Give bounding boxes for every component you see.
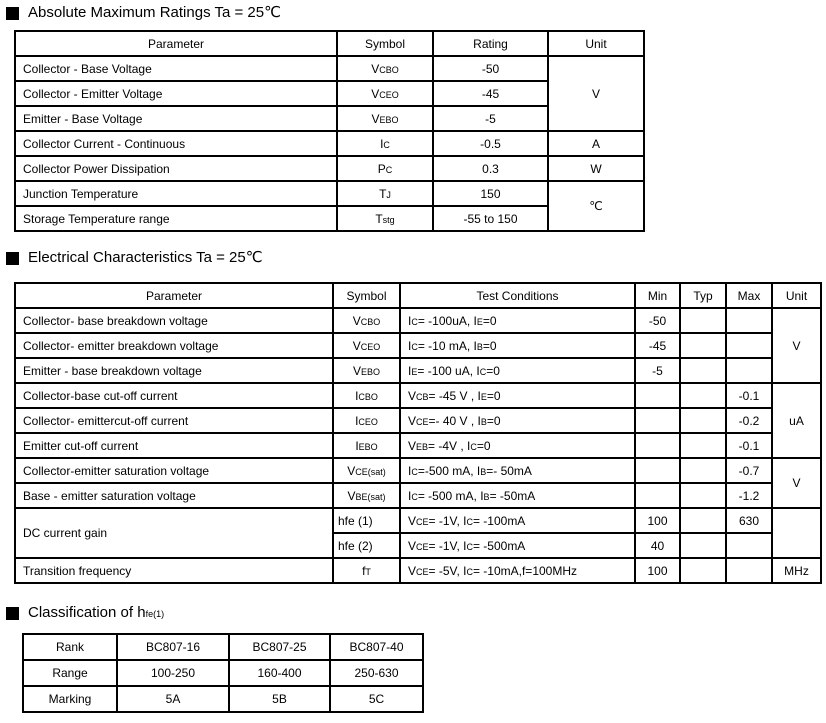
column-header-symbol: Symbol (333, 283, 400, 308)
min-cell: -45 (635, 333, 680, 358)
rank-cell: BC807-25 (229, 634, 330, 660)
symbol-cell: VCE(sat) (333, 458, 400, 483)
rating-cell: 150 (433, 181, 548, 206)
hfe-classification-table (22, 633, 424, 713)
table-row (15, 358, 821, 383)
parameter-cell: Base - emitter saturation voltage (15, 483, 333, 508)
unit-cell-cutoff: uA (772, 383, 821, 458)
table-header-row (15, 31, 644, 56)
marking-cell: 5B (229, 686, 330, 712)
table-row-rank (23, 634, 423, 660)
typ-cell (680, 558, 726, 583)
test-conditions-cell: VCE= -5V, IC= -10mA,f=100MHz (400, 558, 635, 583)
column-header-typ: Typ (680, 283, 726, 308)
max-cell: 630 (726, 508, 772, 533)
table-row-range (23, 660, 423, 686)
section-title-classification-hfe (6, 605, 826, 622)
parameter-cell: Collector-emitter saturation voltage (15, 458, 333, 483)
parameter-cell: Collector - Emitter Voltage (15, 81, 337, 106)
section-bullet-icon (6, 607, 19, 620)
max-cell (726, 533, 772, 558)
table-row (15, 56, 644, 81)
table-row (15, 483, 821, 508)
max-cell: -0.7 (726, 458, 772, 483)
table-row (15, 308, 821, 333)
marking-cell: 5C (330, 686, 423, 712)
parameter-cell: DC current gain (15, 508, 333, 558)
test-conditions-cell: VCE= -1V, IC= -100mA (400, 508, 635, 533)
section-title-text: Absolute Maximum Ratings Ta = 25℃ (28, 4, 281, 21)
table-row (15, 333, 821, 358)
symbol-cell: VCEO (333, 333, 400, 358)
symbol-cell: hfe (2) (333, 533, 400, 558)
symbol-cell: IEBO (333, 433, 400, 458)
max-cell (726, 308, 772, 333)
max-cell: -0.2 (726, 408, 772, 433)
symbol-cell: VEBO (337, 106, 433, 131)
symbol-cell: IC (337, 131, 433, 156)
column-header-parameter: Parameter (15, 31, 337, 56)
column-header-rating: Rating (433, 31, 548, 56)
parameter-cell: Transition frequency (15, 558, 333, 583)
min-cell (635, 383, 680, 408)
rating-cell: -0.5 (433, 131, 548, 156)
unit-cell-current: A (548, 131, 644, 156)
unit-cell-frequency: MHz (772, 558, 821, 583)
typ-cell (680, 483, 726, 508)
range-cell: 250-630 (330, 660, 423, 686)
symbol-cell: TJ (337, 181, 433, 206)
max-cell (726, 333, 772, 358)
typ-cell (680, 358, 726, 383)
test-conditions-cell: IE= -100 uA, IC=0 (400, 358, 635, 383)
section-title-absolute-maximum-ratings (6, 5, 826, 21)
unit-cell-voltage: V (548, 56, 644, 131)
table-row (15, 458, 821, 483)
rating-cell: -45 (433, 81, 548, 106)
column-header-min: Min (635, 283, 680, 308)
typ-cell (680, 408, 726, 433)
min-cell (635, 483, 680, 508)
parameter-cell: Emitter - Base Voltage (15, 106, 337, 131)
table-row (15, 156, 644, 181)
section-bullet-icon (6, 7, 19, 20)
test-conditions-cell: VCB= -45 V , IE=0 (400, 383, 635, 408)
min-cell: 40 (635, 533, 680, 558)
rank-cell: BC807-16 (117, 634, 229, 660)
unit-cell-saturation: V (772, 458, 821, 508)
min-cell: 100 (635, 508, 680, 533)
rating-cell: 0.3 (433, 156, 548, 181)
row-label-marking: Marking (23, 686, 117, 712)
unit-cell-gain (772, 508, 821, 558)
column-header-unit: Unit (772, 283, 821, 308)
section-title-text: Classification of hfe(1) (28, 604, 165, 621)
symbol-cell: VCBO (333, 308, 400, 333)
symbol-cell: VCEO (337, 81, 433, 106)
rating-cell: -5 (433, 106, 548, 131)
typ-cell (680, 533, 726, 558)
parameter-cell: Collector- base breakdown voltage (15, 308, 333, 333)
parameter-cell: Collector- emitter breakdown voltage (15, 333, 333, 358)
max-cell: -1.2 (726, 483, 772, 508)
typ-cell (680, 508, 726, 533)
column-header-symbol: Symbol (337, 31, 433, 56)
range-cell: 100-250 (117, 660, 229, 686)
symbol-cell: hfe (1) (333, 508, 400, 533)
symbol-cell: ICEO (333, 408, 400, 433)
min-cell: -5 (635, 358, 680, 383)
symbol-cell: VEBO (333, 358, 400, 383)
symbol-cell: fT (333, 558, 400, 583)
absolute-maximum-ratings-table (14, 30, 645, 232)
test-conditions-cell: IC= -100uA, IE=0 (400, 308, 635, 333)
min-cell: -50 (635, 308, 680, 333)
unit-cell-breakdown: V (772, 308, 821, 383)
section-bullet-icon (6, 252, 19, 265)
unit-cell-temperature: ℃ (548, 181, 644, 231)
section-title-electrical-characteristics (6, 250, 826, 266)
parameter-cell: Emitter cut-off current (15, 433, 333, 458)
row-label-rank: Rank (23, 634, 117, 660)
range-cell: 160-400 (229, 660, 330, 686)
symbol-cell: ICBO (333, 383, 400, 408)
parameter-cell: Storage Temperature range (15, 206, 337, 231)
max-cell: -0.1 (726, 433, 772, 458)
min-cell: 100 (635, 558, 680, 583)
min-cell (635, 458, 680, 483)
typ-cell (680, 333, 726, 358)
test-conditions-cell: VCE= -1V, IC= -500mA (400, 533, 635, 558)
symbol-cell: PC (337, 156, 433, 181)
table-row-marking (23, 686, 423, 712)
typ-cell (680, 433, 726, 458)
test-conditions-cell: IC= -10 mA, IB=0 (400, 333, 635, 358)
max-cell: -0.1 (726, 383, 772, 408)
symbol-cell: VCBO (337, 56, 433, 81)
table-row (15, 558, 821, 583)
parameter-cell: Collector- emittercut-off current (15, 408, 333, 433)
column-header-test-conditions: Test Conditions (400, 283, 635, 308)
marking-cell: 5A (117, 686, 229, 712)
table-row (15, 433, 821, 458)
column-header-max: Max (726, 283, 772, 308)
parameter-cell: Collector-base cut-off current (15, 383, 333, 408)
symbol-cell: Tstg (337, 206, 433, 231)
unit-cell-power: W (548, 156, 644, 181)
electrical-characteristics-table (14, 282, 822, 584)
test-conditions-cell: IC= -500 mA, IB= -50mA (400, 483, 635, 508)
column-header-parameter: Parameter (15, 283, 333, 308)
parameter-cell: Emitter - base breakdown voltage (15, 358, 333, 383)
typ-cell (680, 383, 726, 408)
min-cell (635, 408, 680, 433)
parameter-cell: Collector Current - Continuous (15, 131, 337, 156)
typ-cell (680, 308, 726, 333)
parameter-cell: Collector - Base Voltage (15, 56, 337, 81)
test-conditions-cell: IC=-500 mA, IB=- 50mA (400, 458, 635, 483)
typ-cell (680, 458, 726, 483)
max-cell (726, 358, 772, 383)
table-row (15, 131, 644, 156)
table-row (15, 508, 821, 533)
test-conditions-cell: VEB= -4V , IC=0 (400, 433, 635, 458)
row-label-range: Range (23, 660, 117, 686)
test-conditions-cell: VCE=- 40 V , IB=0 (400, 408, 635, 433)
min-cell (635, 433, 680, 458)
parameter-cell: Collector Power Dissipation (15, 156, 337, 181)
column-header-unit: Unit (548, 31, 644, 56)
table-header-row (15, 283, 821, 308)
table-row (15, 181, 644, 206)
max-cell (726, 558, 772, 583)
symbol-cell: VBE(sat) (333, 483, 400, 508)
table-row (15, 383, 821, 408)
parameter-cell: Junction Temperature (15, 181, 337, 206)
rank-cell: BC807-40 (330, 634, 423, 660)
rating-cell: -55 to 150 (433, 206, 548, 231)
table-row (15, 408, 821, 433)
section-title-text: Electrical Characteristics Ta = 25℃ (28, 249, 263, 266)
rating-cell: -50 (433, 56, 548, 81)
